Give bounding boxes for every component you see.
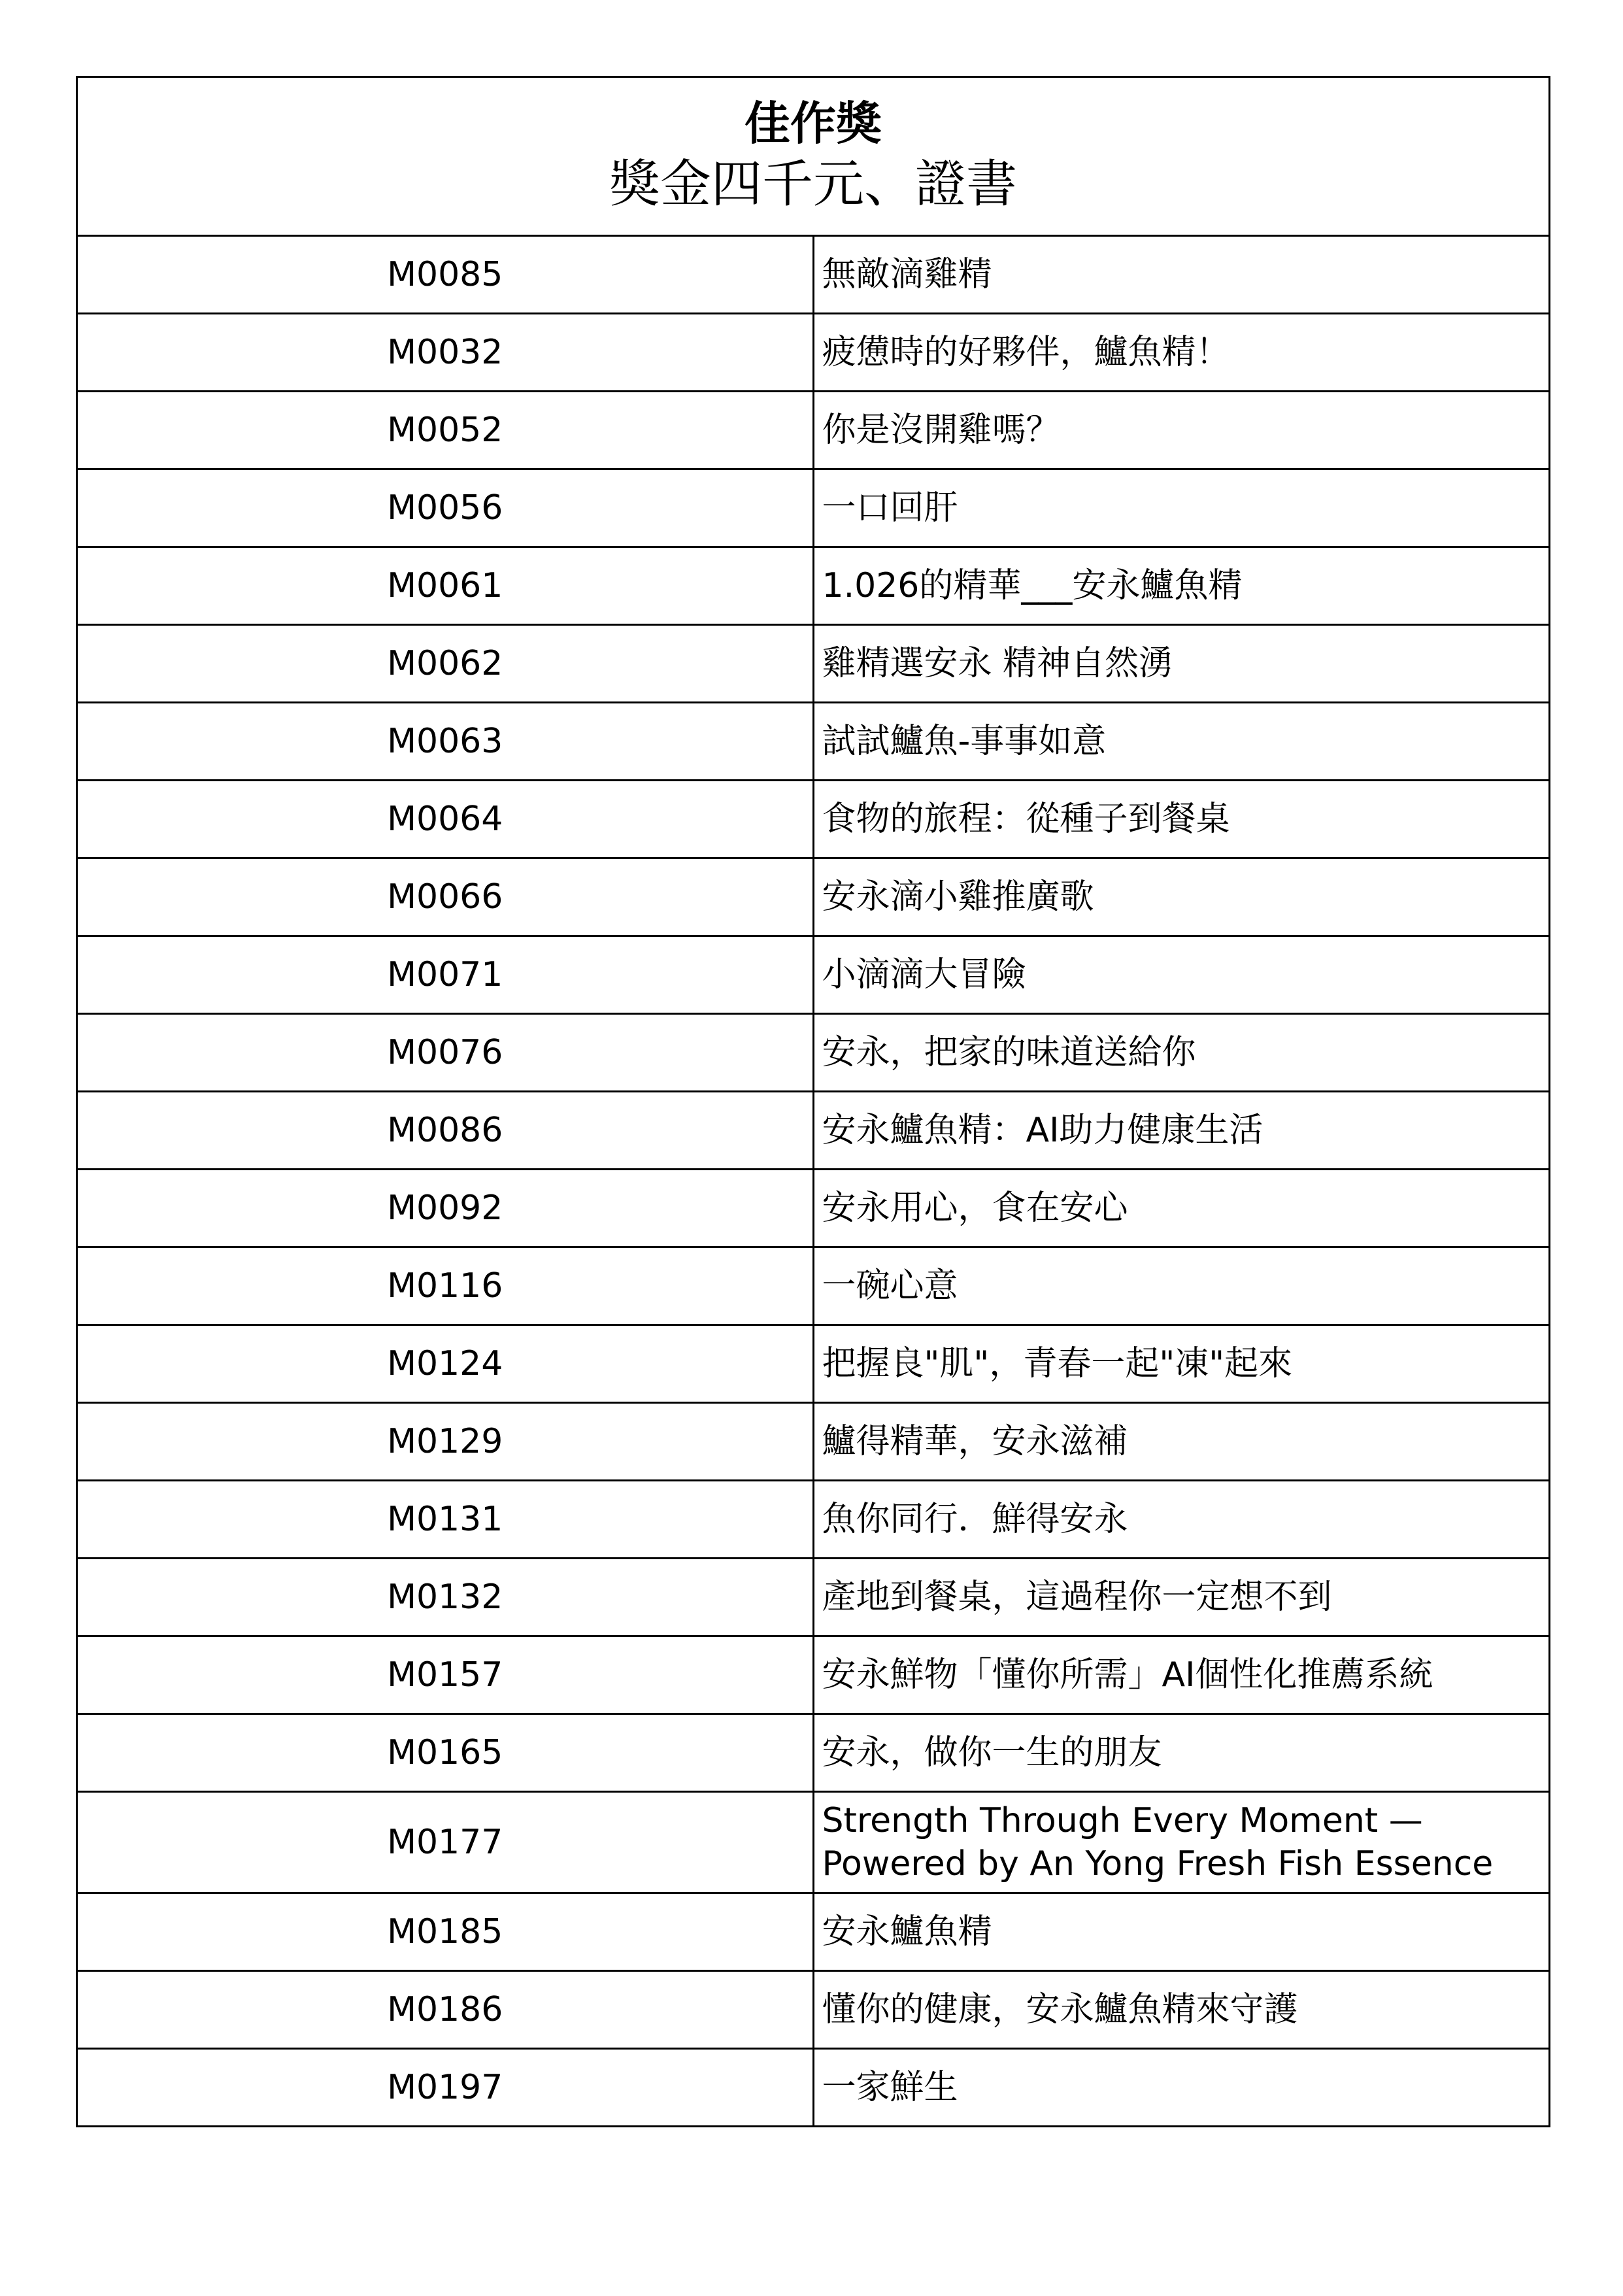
entry-id: M0157 [77, 1636, 814, 1714]
table-row [77, 1403, 1550, 1481]
table-row [77, 1559, 1550, 1636]
table-row [77, 858, 1550, 936]
table-row [77, 936, 1550, 1014]
entry-id: M0061 [77, 547, 814, 625]
entry-title: 疲憊時的好夥伴，鱸魚精！ [813, 314, 1550, 392]
entry-title: 安永，做你一生的朋友 [813, 1714, 1550, 1792]
table-row [77, 781, 1550, 858]
entry-title: 安永鱸魚精：AI助力健康生活 [813, 1092, 1550, 1170]
entry-id: M0185 [77, 1893, 814, 1971]
entry-title: 懂你的健康，安永鱸魚精來守護 [813, 1971, 1550, 2049]
table-row [77, 469, 1550, 547]
table-row [77, 1014, 1550, 1092]
entry-id: M0177 [77, 1792, 814, 1893]
entry-title: 雞精選安永 精神自然湧 [813, 625, 1550, 703]
table-row [77, 1636, 1550, 1714]
entry-id: M0165 [77, 1714, 814, 1792]
table-row [77, 547, 1550, 625]
award-title: 佳作獎 [745, 97, 882, 150]
header-cell [77, 77, 1550, 236]
entry-id: M0116 [77, 1247, 814, 1325]
header-row [77, 77, 1550, 236]
entry-id: M0085 [77, 236, 814, 314]
table-row [77, 1325, 1550, 1403]
table-row [77, 1893, 1550, 1971]
table-row [77, 236, 1550, 314]
table-row [77, 2049, 1550, 2127]
entry-id: M0066 [77, 858, 814, 936]
entry-title: 鱸得精華，安永滋補 [813, 1403, 1550, 1481]
table-row [77, 1792, 1550, 1893]
entry-id: M0186 [77, 1971, 814, 2049]
entry-title: 無敵滴雞精 [813, 236, 1550, 314]
entry-id: M0032 [77, 314, 814, 392]
entry-id: M0064 [77, 781, 814, 858]
table-row [77, 625, 1550, 703]
entry-id: M0092 [77, 1170, 814, 1247]
entry-id: M0197 [77, 2049, 814, 2127]
award-table [76, 76, 1550, 2127]
entry-id: M0086 [77, 1092, 814, 1170]
entry-title: 一碗心意 [813, 1247, 1550, 1325]
award-prize: 獎金四千元、證書 [609, 155, 1017, 214]
table-row [77, 1092, 1550, 1170]
entry-title: 小滴滴大冒險 [813, 936, 1550, 1014]
entry-title: 安永鱸魚精 [813, 1893, 1550, 1971]
entry-id: M0071 [77, 936, 814, 1014]
entry-id: M0062 [77, 625, 814, 703]
table-row [77, 1247, 1550, 1325]
entry-id: M0131 [77, 1481, 814, 1559]
table-row [77, 392, 1550, 469]
entry-id: M0056 [77, 469, 814, 547]
entry-title: 你是沒開雞嗎？ [813, 392, 1550, 469]
entry-title: 一家鮮生 [813, 2049, 1550, 2127]
table-row [77, 1170, 1550, 1247]
table-row [77, 703, 1550, 781]
table-row [77, 1481, 1550, 1559]
entry-id: M0129 [77, 1403, 814, 1481]
entry-title: 安永，把家的味道送給你 [813, 1014, 1550, 1092]
entry-title: 試試鱸魚-事事如意 [813, 703, 1550, 781]
entry-id: M0076 [77, 1014, 814, 1092]
entry-title: 把握良"肌"，青春一起"凍"起來 [813, 1325, 1550, 1403]
entry-id: M0132 [77, 1559, 814, 1636]
entry-title: Strength Through Every Moment — Powered by An Yong Fresh Fish Essence [813, 1792, 1550, 1893]
entry-title: 魚你同行．鮮得安永 [813, 1481, 1550, 1559]
entry-id: M0063 [77, 703, 814, 781]
table-row [77, 1714, 1550, 1792]
table-row [77, 1971, 1550, 2049]
entry-title: 1.026的精華___安永鱸魚精 [813, 547, 1550, 625]
entry-title: 一口回肝 [813, 469, 1550, 547]
entry-title: 產地到餐桌，這過程你一定想不到 [813, 1559, 1550, 1636]
entry-id: M0052 [77, 392, 814, 469]
entry-title: 安永鮮物「懂你所需」AI個性化推薦系統 [813, 1636, 1550, 1714]
entry-id: M0124 [77, 1325, 814, 1403]
table-body [77, 77, 1550, 2127]
entry-title: 安永用心，食在安心 [813, 1170, 1550, 1247]
entry-title: 食物的旅程：從種子到餐桌 [813, 781, 1550, 858]
entry-title: 安永滴小雞推廣歌 [813, 858, 1550, 936]
table-row [77, 314, 1550, 392]
